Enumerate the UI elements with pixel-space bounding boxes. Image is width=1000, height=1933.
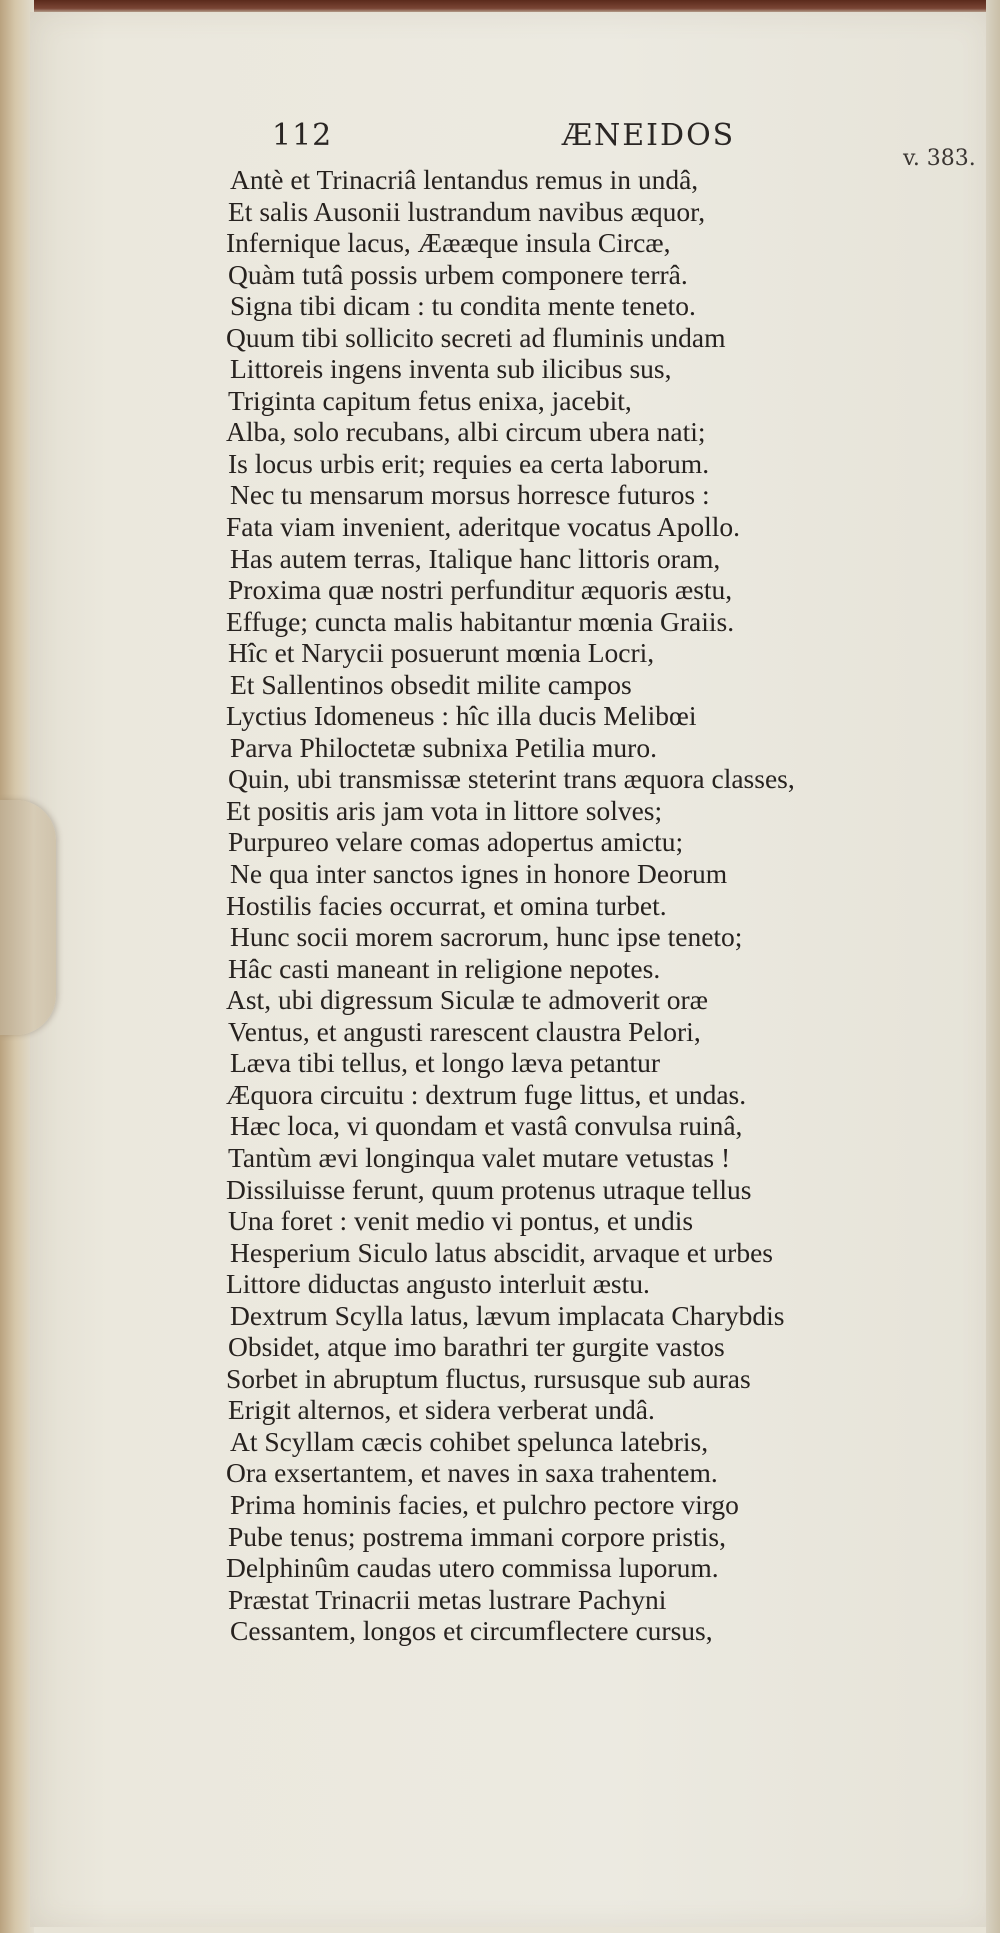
verse-line: Effuge; cuncta malis habitantur mœnia Graiis. [226, 605, 735, 637]
verse-line: Cessantem, longos et circumflectere cursus, [230, 1615, 713, 1647]
verse-line: Infernique lacus, Æææque insula Circæ, [226, 227, 671, 259]
verse-line: Prima hominis facies, et pulchro pectore virgo [230, 1488, 739, 1520]
verse-line: Littoreis ingens inventa sub ilicibus sus, [230, 353, 672, 385]
verse-reference: v. 383. [903, 146, 976, 171]
page-fold-tab [0, 800, 56, 1035]
verse-line: Obsidet, atque imo barathri ter gurgite vastos [228, 1331, 725, 1363]
verse-line: Is locus urbis erit; requies ea certa laborum. [228, 447, 710, 479]
verse-line: Quin, ubi transmissæ steterint trans æquora classes, [228, 763, 795, 795]
verse-line: Purpureo velare comas adopertus amictu; [228, 826, 684, 858]
verse-line: Ora exsertantem, et naves in saxa trahentem. [226, 1457, 718, 1489]
verse-line: Has autem terras, Italique hanc littoris oram, [230, 542, 721, 574]
page-number: 112 [272, 118, 333, 153]
verse-line: Erigit alternos, et sidera verberat undâ. [228, 1394, 655, 1426]
verse-line: Triginta capitum fetus enixa, jacebit, [228, 384, 632, 416]
verse-line: Sorbet in abruptum fluctus, rursusque sub auras [226, 1362, 751, 1394]
verse-line: Proxima quæ nostri perfunditur æquoris æstu, [228, 574, 733, 606]
verse-line: Quum tibi sollicito secreti ad fluminis undam [226, 321, 726, 353]
verse-line: Ventus, et angusti rarescent claustra Pelori, [228, 1015, 701, 1047]
verse-line: Hesperium Siculo latus abscidit, arvaque et urbes [230, 1236, 773, 1268]
verse-line: Æquora circuitu : dextrum fuge littus, et undas. [226, 1078, 747, 1110]
verse-line: Et positis aris jam vota in littore solves; [226, 794, 663, 826]
verse-line: Et Sallentinos obsedit milite campos [230, 668, 632, 700]
verse-line: Signa tibi dicam : tu condita mente teneto. [230, 290, 696, 322]
verse-line: Præstat Trinacrii metas lustrare Pachyni [228, 1583, 667, 1615]
verse-line: Tantùm ævi longinqua valet mutare vetustas ! [228, 1141, 731, 1173]
verse-line: Dissiluisse ferunt, quum protenus utraque tellus [226, 1173, 752, 1205]
running-title: ÆNEIDOS [562, 118, 736, 153]
verse-line: Et salis Ausonii lustrandum navibus æquor, [228, 195, 706, 227]
verse-line: At Scyllam cæcis cohibet spelunca latebris, [230, 1425, 709, 1457]
verse-line: Littore diductas angusto interluit æstu. [226, 1268, 650, 1300]
verse-line: Lyctius Idomeneus : hîc illa ducis Melibœi [226, 700, 697, 732]
verse-line: Ne qua inter sanctos ignes in honore Deorum [230, 858, 728, 890]
verse-line: Pube tenus; postrema immani corpore pristis, [228, 1520, 726, 1552]
verse-line: Quàm tutâ possis urbem componere terrâ. [228, 258, 688, 290]
verse-line: Dextrum Scylla latus, lævum implacata Charybdis [230, 1299, 785, 1331]
verse-line: Læva tibi tellus, et longo læva petantur [230, 1047, 660, 1079]
verse-line: Hâc casti maneant in religione nepotes. [228, 952, 661, 984]
verse-line: Ast, ubi digressum Siculæ te admoverit oræ [226, 984, 708, 1016]
verse-line: Hunc socii morem sacrorum, hunc ipse teneto; [230, 921, 743, 953]
verse-line: Fata viam invenient, aderitque vocatus Apollo. [226, 511, 740, 543]
verse-line: Parva Philoctetæ subnixa Petilia muro. [230, 731, 657, 763]
verse-line: Hæc loca, vi quondam et vastâ convulsa ruinâ, [230, 1110, 743, 1142]
verse-text-block [228, 164, 968, 1647]
verse-line: Alba, solo recubans, albi circum ubera nati; [226, 416, 706, 448]
verse-line: Hostilis facies occurrat, et omina turbet. [226, 889, 667, 921]
verse-line: Hîc et Narycii posuerunt mœnia Locri, [228, 637, 655, 669]
verse-line: Antè et Trinacriâ lentandus remus in undâ, [230, 164, 699, 195]
page-fore-edge [986, 0, 1000, 1933]
verse-line: Delphinûm caudas utero commissa luporum. [226, 1552, 719, 1584]
verse-line: Una foret : venit medio vi pontus, et undis [228, 1205, 694, 1237]
verse-line: Nec tu mensarum morsus horresce futuros : [230, 479, 710, 511]
